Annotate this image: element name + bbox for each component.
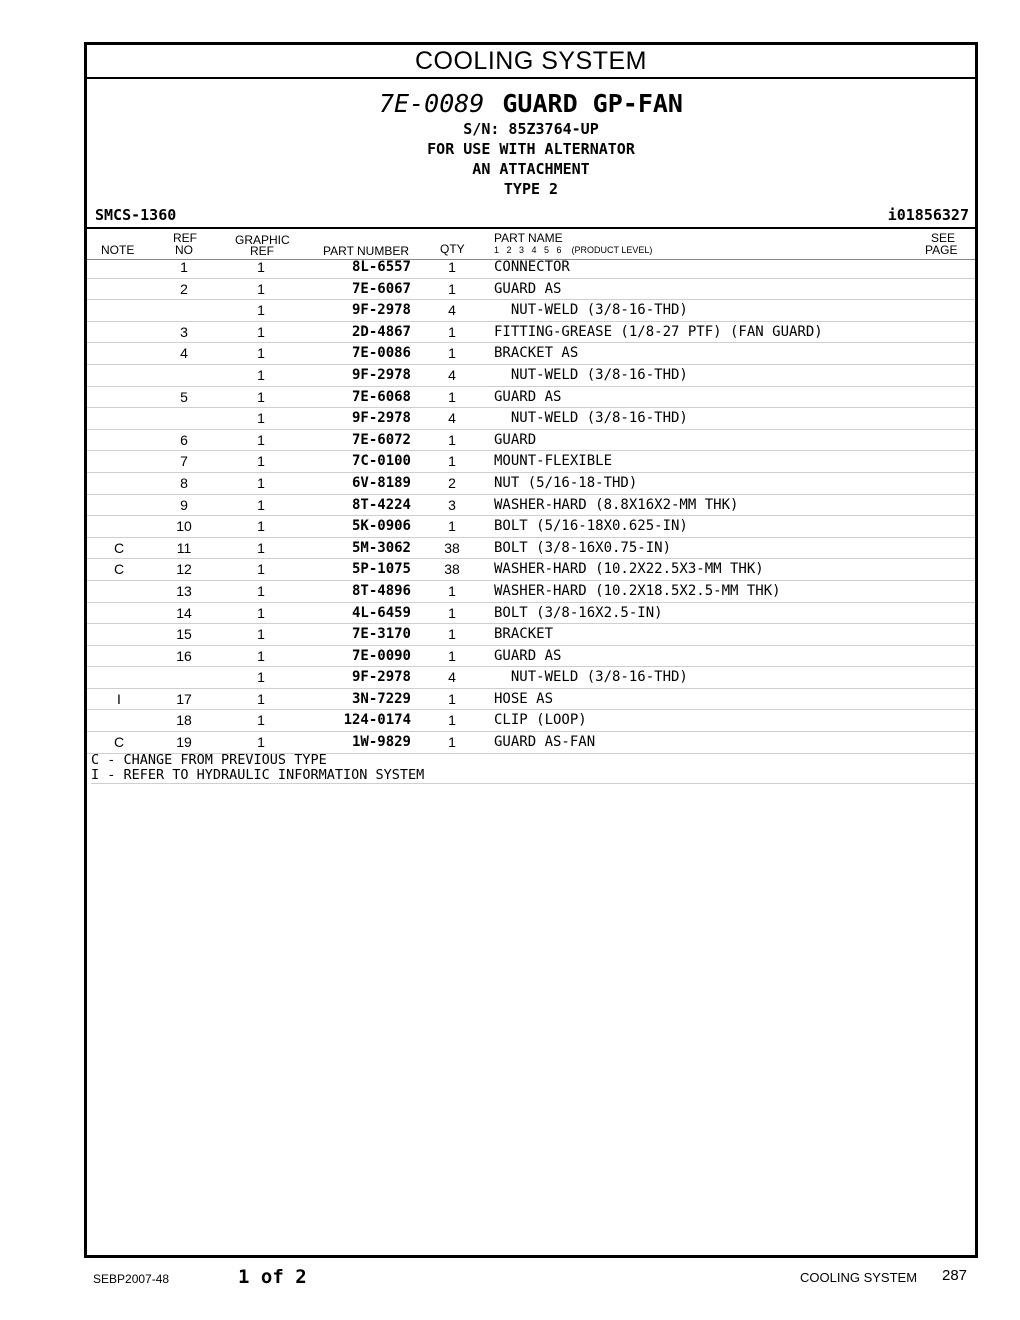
ref-no-cell: 4 [180,345,188,362]
header-see-top: SEE [931,231,956,245]
graphic-ref-cell: 1 [257,453,265,470]
note-cell: C [113,539,125,556]
header-ref-top: REF [173,231,197,245]
part-number-cell: 9F-2978 [351,302,411,319]
graphic-ref-cell: 1 [257,280,265,297]
part-number-cell: 7E-6072 [351,431,411,448]
ref-no-cell: 5 [180,388,188,405]
part-name-cell: BRACKET [494,626,554,643]
qty-cell: 1 [448,259,456,275]
part-name-cell: NUT-WELD (3/8-16-THD) [494,669,688,686]
part-number-cell: 8T-4224 [351,496,411,513]
qty-cell: 1 [448,453,456,470]
graphic-ref-cell: 1 [257,366,265,383]
table-row [87,624,975,646]
graphic-ref-cell: 1 [257,690,265,707]
part-number-cell: 6V-8189 [351,474,411,491]
part-name-cell: MOUNT-FLEXIBLE [494,453,613,470]
graphic-ref-cell: 1 [257,474,265,491]
group-part-name: GUARD GP-FAN [502,89,683,118]
ref-no-cell: 6 [180,431,188,448]
header-note: NOTE [101,243,135,257]
attachment-line: AN ATTACHMENT [472,160,590,178]
part-name-cell: WASHER-HARD (10.2X22.5X3-MM THK) [494,561,764,578]
qty-cell: 1 [448,690,456,707]
part-name-cell: GUARD AS [494,280,562,297]
footer-page-of: 1 of 2 [238,1266,307,1288]
ref-no-cell: 1 [180,259,188,275]
part-number-cell: 7C-0100 [351,453,411,470]
ref-no-cell: 14 [176,604,192,621]
graphic-ref-cell: 1 [257,626,265,643]
graphic-ref-cell: 1 [257,410,265,427]
qty-cell: 1 [448,604,456,621]
part-title [87,89,975,119]
part-number-cell: 8T-4896 [351,582,411,599]
part-name-cell: WASHER-HARD (10.2X18.5X2.5-MM THK) [494,582,781,599]
part-number-cell: 8L-6557 [351,259,411,275]
header-product-level: 1 2 3 4 5 6 (PRODUCT LEVEL) [494,245,653,255]
part-number-cell: 9F-2978 [351,669,411,686]
table-row [87,387,975,409]
part-number-cell: 5K-0906 [351,518,411,535]
page-frame [84,42,978,1258]
footer-section: COOLING SYSTEM [800,1270,918,1285]
ref-no-cell: 7 [180,453,188,470]
qty-cell: 1 [448,582,456,599]
ref-no-cell: 17 [176,690,192,707]
part-number-cell: 7E-3170 [351,626,411,643]
part-name-cell: NUT-WELD (3/8-16-THD) [494,410,688,427]
footer-page-number: 287 [942,1267,968,1284]
qty-cell: 1 [448,734,456,751]
ref-no-cell: 18 [176,712,192,729]
table-row [87,365,975,387]
ref-no-cell: 10 [176,518,192,535]
table-row [87,257,975,279]
page-footer [0,1262,1020,1292]
smcs-code: SMCS-1360 [95,206,177,224]
graphic-ref-cell: 1 [257,561,265,578]
table-row [87,495,975,517]
part-number-cell: 7E-0090 [351,647,411,664]
graphic-ref-cell: 1 [257,345,265,362]
notes-legend [91,753,975,784]
qty-cell: 3 [448,496,456,513]
part-name-cell: CONNECTOR [494,259,570,275]
ref-no-cell: 11 [176,539,192,556]
graphic-ref-cell: 1 [257,518,265,535]
part-name-cell: NUT-WELD (3/8-16-THD) [494,302,688,319]
table-row [87,343,975,365]
part-number-cell: 5P-1075 [351,561,411,578]
table-row [87,581,975,603]
part-name-cell: NUT-WELD (3/8-16-THD) [494,366,688,383]
qty-cell: 4 [448,366,456,383]
graphic-ref-cell: 1 [257,323,265,340]
part-name-cell: BOLT (5/16-18X0.625-IN) [494,518,688,535]
table-row [87,603,975,625]
ref-no-cell: 15 [176,626,192,643]
footer-doc-id: SEBP2007-48 [93,1272,170,1286]
part-name-cell: WASHER-HARD (8.8X16X2-MM THK) [494,496,739,513]
qty-cell: 1 [448,388,456,405]
qty-cell: 4 [448,410,456,427]
qty-cell: 2 [448,474,456,491]
table-row [87,559,975,581]
parts-table [87,257,975,754]
ref-no-cell: 12 [176,561,192,578]
graphic-ref-cell: 1 [257,712,265,729]
qty-cell: 4 [448,669,456,686]
qty-cell: 1 [448,323,456,340]
part-number-cell: 7E-6068 [351,388,411,405]
part-name-cell: GUARD [494,431,537,448]
table-row [87,473,975,495]
ref-no-cell: 13 [176,582,192,599]
graphic-ref-cell: 1 [257,388,265,405]
part-number-cell: 7E-0086 [351,345,411,362]
graphic-ref-cell: 1 [257,431,265,448]
qty-cell: 1 [448,280,456,297]
header-graphic-bottom: REF [250,244,274,258]
note-change: C - CHANGE FROM PREVIOUS TYPE [91,752,327,768]
qty-cell: 1 [448,712,456,729]
part-name-cell: HOSE AS [494,690,554,707]
table-row [87,667,975,689]
part-name-cell: CLIP (LOOP) [494,712,587,729]
part-number-cell: 2D-4867 [351,323,411,340]
part-name-cell: NUT (5/16-18-THD) [494,474,638,491]
header-see-bottom: PAGE [925,243,958,257]
part-number-cell: 9F-2978 [351,410,411,427]
part-name-cell: GUARD AS [494,647,562,664]
type-line: TYPE 2 [503,180,559,198]
note-hydraulic: I - REFER TO HYDRAULIC INFORMATION SYSTEM [91,767,425,783]
graphic-ref-cell: 1 [257,496,265,513]
part-number-cell: 3N-7229 [351,690,411,707]
part-name-cell: BRACKET AS [494,345,579,362]
smcs-row [93,205,969,225]
graphic-ref-cell: 1 [257,734,265,751]
qty-cell: 1 [448,518,456,535]
qty-cell: 1 [448,647,456,664]
qty-cell: 38 [444,561,460,578]
part-number-cell: 7E-6067 [351,280,411,297]
qty-cell: 4 [448,302,456,319]
qty-cell: 1 [448,345,456,362]
qty-cell: 1 [448,626,456,643]
header-ref-bottom: NO [175,243,193,257]
graphic-ref-cell: 1 [257,582,265,599]
header-part-name: PART NAME [494,231,563,245]
ref-no-cell: 8 [180,474,188,491]
table-row [87,646,975,668]
table-row [87,408,975,430]
graphic-ref-cell: 1 [257,259,265,275]
part-name-cell: BOLT (3/8-16X2.5-IN) [494,604,663,621]
header-part-number: PART NUMBER [323,244,410,258]
ref-no-cell: 16 [176,647,192,664]
part-name-cell: FITTING-GREASE (1/8-27 PTF) (FAN GUARD) [494,323,823,340]
serial-number-line: S/N: 85Z3764-UP [463,120,599,138]
qty-cell: 38 [444,539,460,556]
table-row [87,279,975,301]
graphic-ref-cell: 1 [257,604,265,621]
table-row [87,732,975,754]
part-name-cell: GUARD AS [494,388,562,405]
table-row [87,300,975,322]
group-part-number: 7E-0089 [379,89,485,118]
usage-line: FOR USE WITH ALTERNATOR [427,140,635,158]
ref-no-cell: 3 [180,323,188,340]
note-cell: C [113,734,125,751]
table-row [87,430,975,452]
part-number-cell: 1W-9829 [351,734,411,751]
table-row [87,538,975,560]
table-row [87,689,975,711]
illustration-id: i01856327 [887,206,969,224]
note-cell: I [117,690,121,707]
note-cell: C [113,561,125,578]
part-name-cell: BOLT (3/8-16X0.75-IN) [494,539,672,556]
graphic-ref-cell: 1 [257,647,265,664]
ref-no-cell: 19 [176,734,192,751]
part-name-cell: GUARD AS-FAN [494,734,596,751]
part-number-cell: 4L-6459 [351,604,411,621]
header-qty: QTY [440,242,465,256]
graphic-ref-cell: 1 [257,669,265,686]
table-row [87,516,975,538]
part-number-cell: 5M-3062 [351,539,411,556]
ref-no-cell: 9 [180,496,188,513]
graphic-ref-cell: 1 [257,539,265,556]
part-heading [87,89,975,199]
table-row [87,710,975,732]
table-row [87,451,975,473]
qty-cell: 1 [448,431,456,448]
part-number-cell: 9F-2978 [351,366,411,383]
part-number-cell: 124-0174 [343,712,411,729]
section-title: COOLING SYSTEM [87,45,975,79]
graphic-ref-cell: 1 [257,302,265,319]
header-graphic-top: GRAPHIC [235,233,290,247]
table-header [87,227,975,260]
table-row [87,322,975,344]
ref-no-cell: 2 [180,280,188,297]
